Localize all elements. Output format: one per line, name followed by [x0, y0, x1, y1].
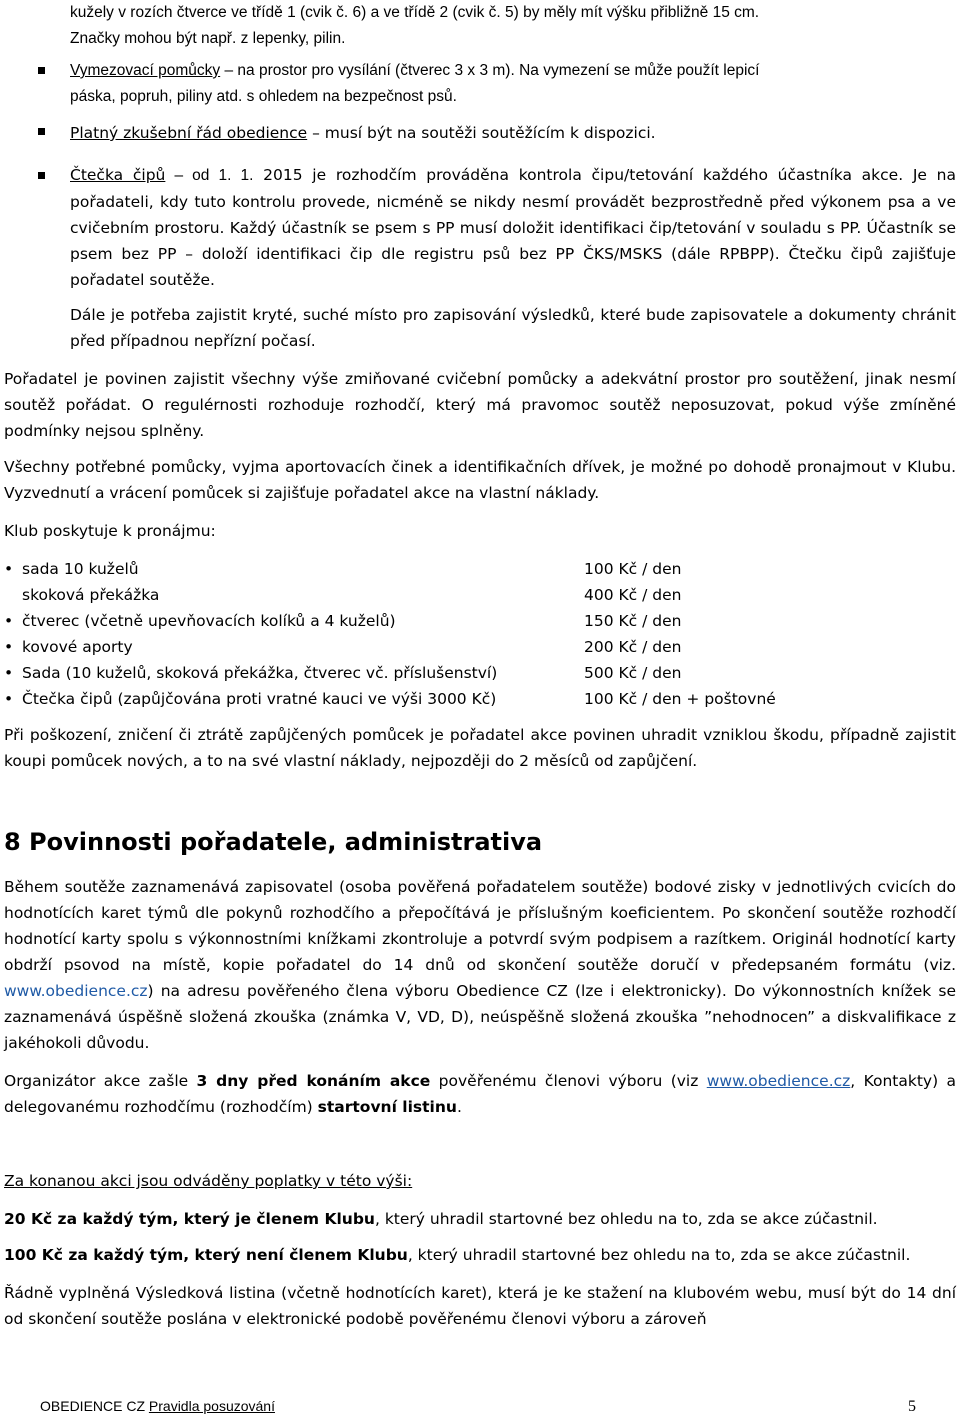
bullet-text: – od 1. 1. [165, 167, 254, 184]
text-bold: 100 Kč za každý tým, který není členem Klubu [4, 1246, 408, 1264]
bullet-icon: • [4, 612, 14, 630]
rental-item [4, 634, 944, 660]
bullet-text: 2015 je rozhodčím prováděna kontrola čipu/tetování každého účastníka akce. Je na pořadateli, kdy tuto kontrolu provede, nicméně se nikdy nesmí provádět bezprostředně před výkonem psa a ve cvičebním prostoru. Každý účastník se psem s PP musí doložit identifikaci čip/tetování v souladu s PP. Účastník se psem bez PP – doloží identifikaci čip dle registru psů bez PP ČKS/MSKS (dále RPBPP). Čtečku čipů zajišťuje pořadatel soutěže. [70, 166, 956, 289]
rental-item-price: 150 Kč / den [584, 612, 682, 630]
rental-list [4, 556, 944, 712]
paragraph-organizator [4, 1068, 956, 1120]
obedience-link[interactable]: www.obedience.cz [4, 982, 148, 1000]
text-line: Značky mohou být např. z lepenky, pilin. [70, 30, 346, 47]
text-run: . [456, 1098, 462, 1116]
square-bullet-icon [38, 172, 45, 179]
paragraph-poskozeni: Při poškození, zničení či ztrátě zapůjčených pomůcek je pořadatel akce povinen uhradit vzniklou škodu, případně zajistit koupi pomůcek nových, a to na své vlastní náklady, nejpozději do 2 měsíců od zapůjčení. [4, 726, 956, 770]
rental-item-price: 200 Kč / den [584, 638, 682, 656]
paragraph-dale: Dále je potřeba zajistit kryté, suché místo pro zapisování výsledků, které bude zapisovatele a dokumenty chránit před případnou nepřízní počasí. [70, 306, 956, 350]
bullet-text: – na prostor pro vysílání (čtverec 3 x 3 m). Na vymezení se může použít lepicí [220, 62, 760, 79]
paragraph-top [70, 0, 956, 52]
paragraph-fee-100 [4, 1242, 956, 1268]
rental-item-name: čtverec (včetně upevňovacích kolíků a 4 kuželů) [22, 612, 396, 630]
paragraph-klub: Klub poskytuje k pronájmu: [4, 522, 216, 540]
text-bold: 3 dny před konáním akce [196, 1072, 431, 1090]
bullet-text: – musí být na soutěži soutěžícím k dispozici. [307, 124, 656, 142]
bullet-icon: • [4, 690, 14, 708]
text-bold: 20 Kč za každý tým, který je členem Klubu [4, 1210, 375, 1228]
rental-item-price: 100 Kč / den [584, 560, 682, 578]
square-bullet-icon [38, 67, 45, 74]
rental-item-price: 100 Kč / den + poštovné [584, 690, 776, 708]
bullet-rad [70, 120, 956, 146]
section-heading: 8 Povinnosti pořadatele, administrativa [4, 828, 543, 856]
paragraph-za-konanou [4, 1168, 956, 1194]
bullet-vymezovaci [70, 58, 956, 110]
rental-item-price: 500 Kč / den [584, 664, 682, 682]
paragraph-poradatel: Pořadatel je povinen zajistit všechny výše zmiňované cvičební pomůcky a adekvátní prostor pro soutěžení, jinak nesmí soutěž pořádat. O regulérnosti rozhoduje rozhodčí, který má pravomoc soutěž neposuzovat, pokud výše zmíněné podmínky nejsou splněny. [4, 370, 956, 440]
bullet-term: Platný zkušební řád obedience [70, 124, 308, 142]
text-run: , Kontakty) a delegovanému rozhodčímu (rozhodčím) [4, 1072, 957, 1116]
rental-item [4, 582, 944, 608]
bullet-term: Čtečka čipů [70, 166, 166, 184]
text-line: kužely v rozích čtverce ve třídě 1 (cvik č. 6) a ve třídě 2 (cvik č. 5) by měly mít výšku přibližně 15 cm. [70, 4, 760, 21]
rental-item-name: Sada (10 kuželů, skoková překážka, čtverec vč. příslušenství) [22, 664, 498, 682]
text-run: pověřenému členovi výboru (viz [430, 1072, 707, 1090]
square-bullet-icon [38, 128, 45, 135]
text-run: , který uhradil startovné bez ohledu na to, zda se akce zúčastnil. [374, 1210, 878, 1228]
footer-label: OBEDIENCE CZ Pravidla posuzování [40, 1398, 275, 1414]
text-run: ) na adresu pověřeného člena výboru Obedience CZ (lze i elektronicky). Do výkonnostních knížek se zaznamenává úspěšně složená zkouška (známka V, VD, D), neúspěšně složená zkouška ”nehodnocen” a diskvalifikace z jakéhokoli důvodu. [4, 982, 956, 1052]
page-footer [40, 1396, 920, 1416]
rental-item [4, 556, 944, 582]
obedience-link[interactable]: www.obedience.cz [706, 1072, 851, 1090]
bullet-icon: • [4, 638, 14, 656]
text-run: Organizátor akce zašle [4, 1072, 197, 1090]
rental-item-price: 400 Kč / den [584, 586, 682, 604]
rental-item-name: Čtečka čipů (zapůjčována proti vratné kauci ve výši 3000 Kč) [22, 690, 497, 708]
rental-item [4, 608, 944, 634]
paragraph-behem [4, 874, 956, 1056]
page-number: 5 [908, 1398, 916, 1415]
text-run: , který uhradil startovné bez ohledu na to, zda se akce zúčastnil. [407, 1246, 911, 1264]
paragraph-vsechny: Všechny potřebné pomůcky, vyjma aportovacích činek a identifikačních dřívek, je možné po dohodě pronajmout v Klubu. Vyzvednutí a vrácení pomůcek si zajišťuje pořadatel akce na vlastní náklady. [4, 458, 956, 502]
rental-item-name: sada 10 kuželů [22, 560, 139, 578]
bullet-icon: • [4, 560, 14, 578]
rental-item [4, 660, 944, 686]
paragraph-radne: Řádně vyplněná Výsledková listina (včetně hodnotících karet), která je ke stažení na klubovém webu, musí být do 14 dní od skončení soutěže poslána v elektronické podobě pověřenému členovi výboru a zároveň [4, 1284, 956, 1328]
rental-item-name: kovové aporty [22, 638, 133, 656]
rental-item [4, 686, 944, 712]
bullet-text: páska, popruh, piliny atd. s ohledem na bezpečnost psů. [70, 88, 457, 105]
text-run: Během soutěže zaznamenává zapisovatel (osoba pověřená pořadatelem soutěže) bodové zisky v jednotlivých cvicích do hodnotících karet týmů dle pokynů rozhodčího a přepočítává je příslušným koeficientem. Po skončení soutěže rozhodčí hodnotící karty spolu s výkonnostními knížkami zkontroluje a potvrdí svým podpisem a razítkem. Originál hodnotící karty obdrží psovod na místě, kopie pořadatel do 14 dnů od skončení soutěže doručí v předepsaném formátu (viz. [4, 878, 956, 974]
bullet-ctecka [70, 162, 956, 293]
paragraph-fee-20 [4, 1206, 956, 1232]
bullet-icon: • [4, 664, 14, 682]
bullet-term: Vymezovací pomůcky [70, 62, 221, 79]
underlined-text: Za konanou akci jsou odváděny poplatky v této výši: [4, 1172, 413, 1190]
text-bold: startovní listinu [317, 1098, 457, 1116]
rental-item-name: skoková překážka [22, 586, 160, 604]
